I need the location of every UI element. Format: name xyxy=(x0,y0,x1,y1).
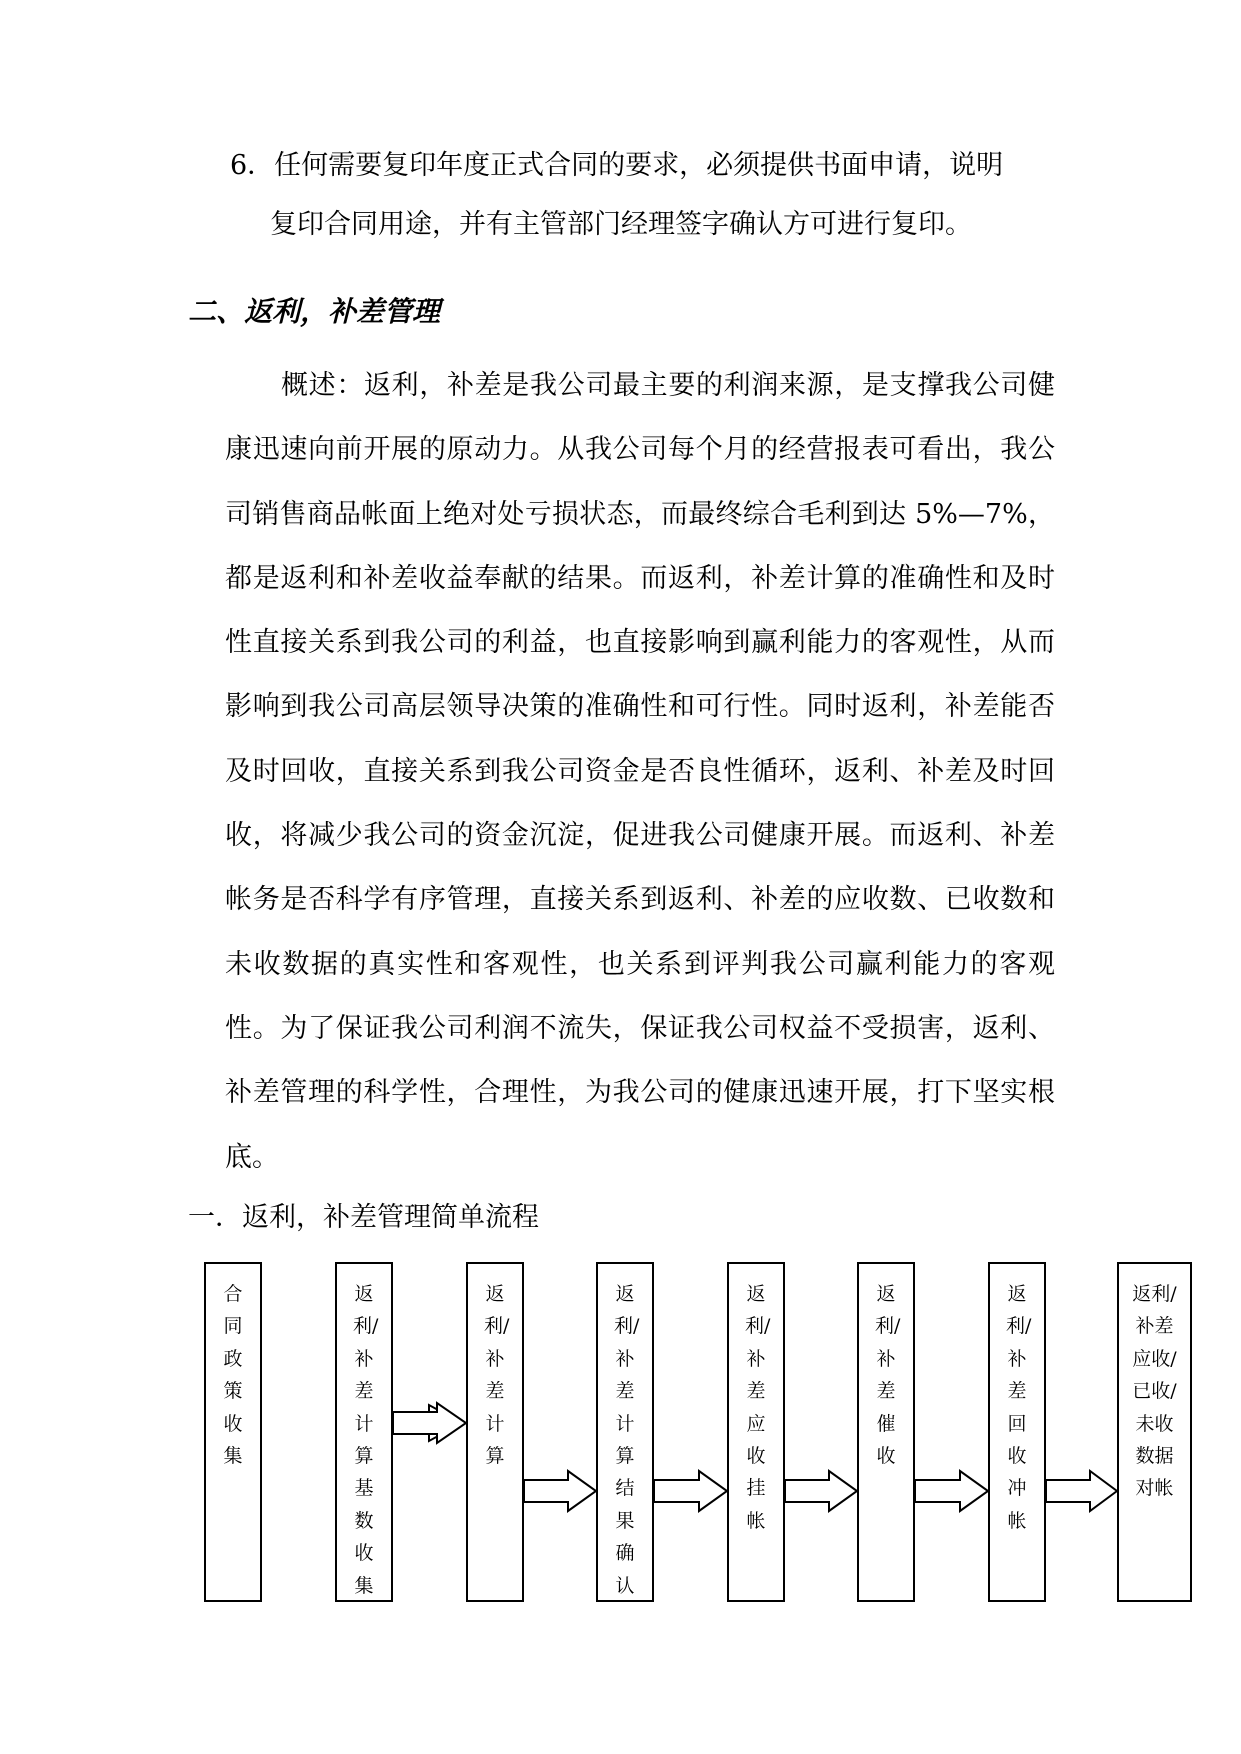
item-6-line-2: 复印合同用途，并有主管部门经理签字确认方可进行复印。 xyxy=(270,209,972,240)
section-2-title: 二、返利，补差管理 xyxy=(188,295,441,328)
flow-step-3-box xyxy=(466,1262,524,1602)
flow-arrow-5-6 xyxy=(785,1471,857,1511)
flow-step-8-label: 返利/补差应收/已收/未收数据对帐 xyxy=(1132,1283,1177,1500)
flow-step-6-box xyxy=(857,1262,915,1602)
flow-arrow-7-8 xyxy=(1046,1471,1117,1511)
flow-step-4-box xyxy=(596,1262,654,1602)
flow-heading: 一．返利，补差管理简单流程 xyxy=(188,1202,539,1233)
item-6-line-1: 6．任何需要复印年度正式合同的要求，必须提供书面申请，说明 xyxy=(230,150,1004,181)
flow-step-5-label: 返利/补差应收挂帐 xyxy=(745,1283,771,1532)
flow-step-4-label: 返利/补差计算结果确认 xyxy=(614,1283,640,1597)
flow-arrow-4-5 xyxy=(654,1471,727,1511)
flow-step-1-label: 合同政策收集 xyxy=(223,1283,243,1468)
flow-step-5-box xyxy=(727,1262,785,1602)
flow-arrow-2-3 xyxy=(393,1403,466,1443)
flow-arrow-6-7 xyxy=(915,1471,988,1511)
flow-arrow-1-2 xyxy=(393,1405,462,1441)
flow-step-7-label: 返利/补差回收冲帐 xyxy=(1006,1283,1032,1532)
flow-step-2-label: 返利/补差计算基数收集 xyxy=(353,1283,379,1597)
flow-step-8-box xyxy=(1117,1262,1192,1602)
flow-step-3-label: 返利/补差计算 xyxy=(484,1283,510,1468)
flow-step-1-box xyxy=(204,1262,262,1602)
flow-step-2-box xyxy=(335,1262,393,1602)
flow-step-6-label: 返利/补差催收 xyxy=(875,1283,901,1468)
overview-paragraph: 概述：返利，补差是我公司最主要的利润来源，是支撑我公司健康迅速向前开展的原动力。从我公司每个月的经营报表可看出，我公司销售商品帐面上绝对处亏损状态，而最终综合毛利到达 5%—7%，都是返利和补差收益奉献的结果。而返利，补差计算的准确性和及时性直接关系到我公司的利益，也直接影响到赢利能力的客观性，从而影响到我公司高层领导决策的准确性和可行性。同时返利，补差能否及时回收，直接关系到我公司资金是否良性循环，返利、补差及时回收，将减少我公司的资金沉淀，促进我公司健康开展。而返利、补差帐务是否科学有序管理，直接关系到返利、补差的应收数、已收数和未收数据的真实性和客观性，也关系到评判我公司赢利能力的客观性。为了保证我公司利润不流失，保证我公司权益不受损害，返利、补差管理的科学性，合理性，为我公司的健康迅速开展，打下坚实根底。 xyxy=(225,370,1055,1173)
flow-step-7-box xyxy=(988,1262,1046,1602)
flow-arrow-3-4 xyxy=(524,1471,596,1511)
